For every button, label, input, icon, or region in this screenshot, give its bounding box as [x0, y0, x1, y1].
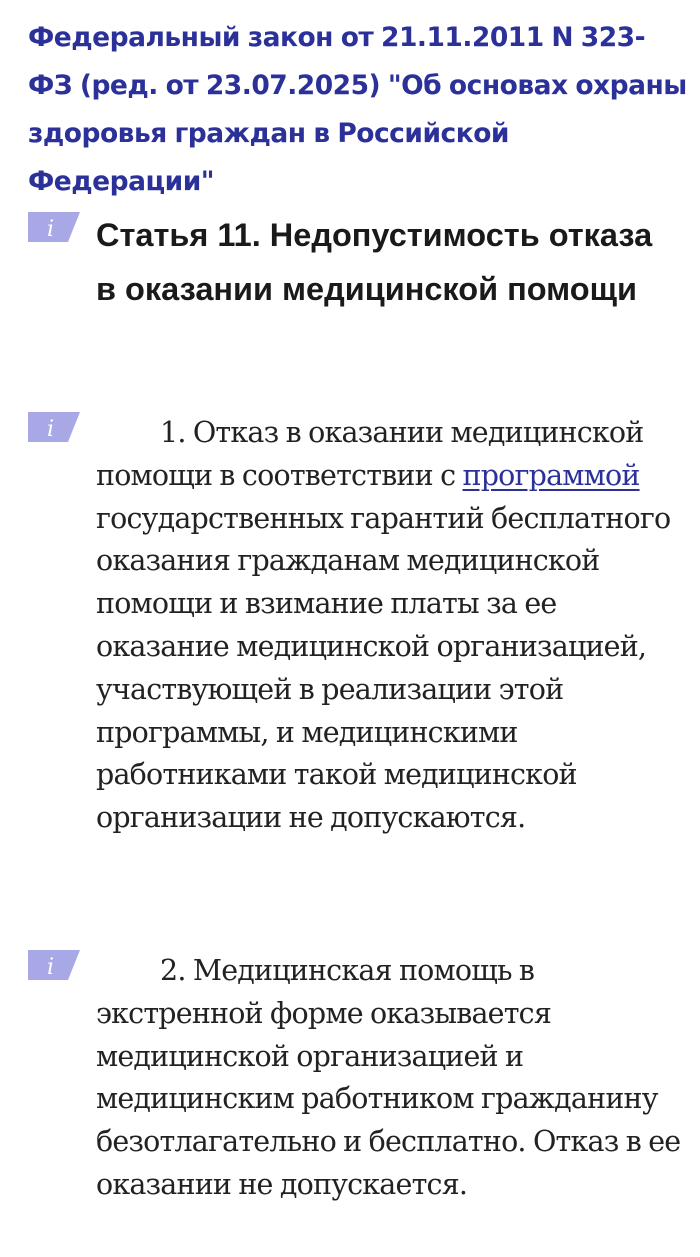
svg-text:i: i [47, 217, 55, 242]
info-flag-icon[interactable] [28, 950, 80, 980]
paragraph-2 [96, 950, 681, 1207]
svg-text:i: i [47, 417, 55, 442]
info-flag-icon[interactable] [28, 212, 80, 242]
program-link[interactable]: программой [462, 458, 640, 492]
paragraph-1-text-start: 1. Отказ в оказании медицинской помощи в соответствии с [96, 416, 644, 492]
paragraph-1-text-end: государственных гарантий бесплатного оказания гражданам медицинской помощи и взимание платы за ее оказание медицинской организацией, участвующей в реализации этой программы, и медицинскими работниками такой медицинской организации не допускаются. [96, 501, 671, 835]
info-flag-icon[interactable] [28, 412, 80, 442]
article-title: Статья 11. Недопустимость отказа в оказании медицинской помощи [96, 217, 653, 307]
svg-text:i: i [47, 955, 55, 980]
paragraph-1 [96, 412, 681, 840]
paragraph-2-text: 2. Медицинская помощь в экстренной форме оказывается медицинской организацией и медицинским работником гражданину безотлагательно и бесплатно. Отказ в ее оказании не допускается. [96, 954, 681, 1201]
document-title[interactable]: Федеральный закон от 21.11.2011 N 323-ФЗ (ред. от 23.07.2025) "Об основах охраны здоровья граждан в Российской Федерации" [28, 22, 687, 197]
